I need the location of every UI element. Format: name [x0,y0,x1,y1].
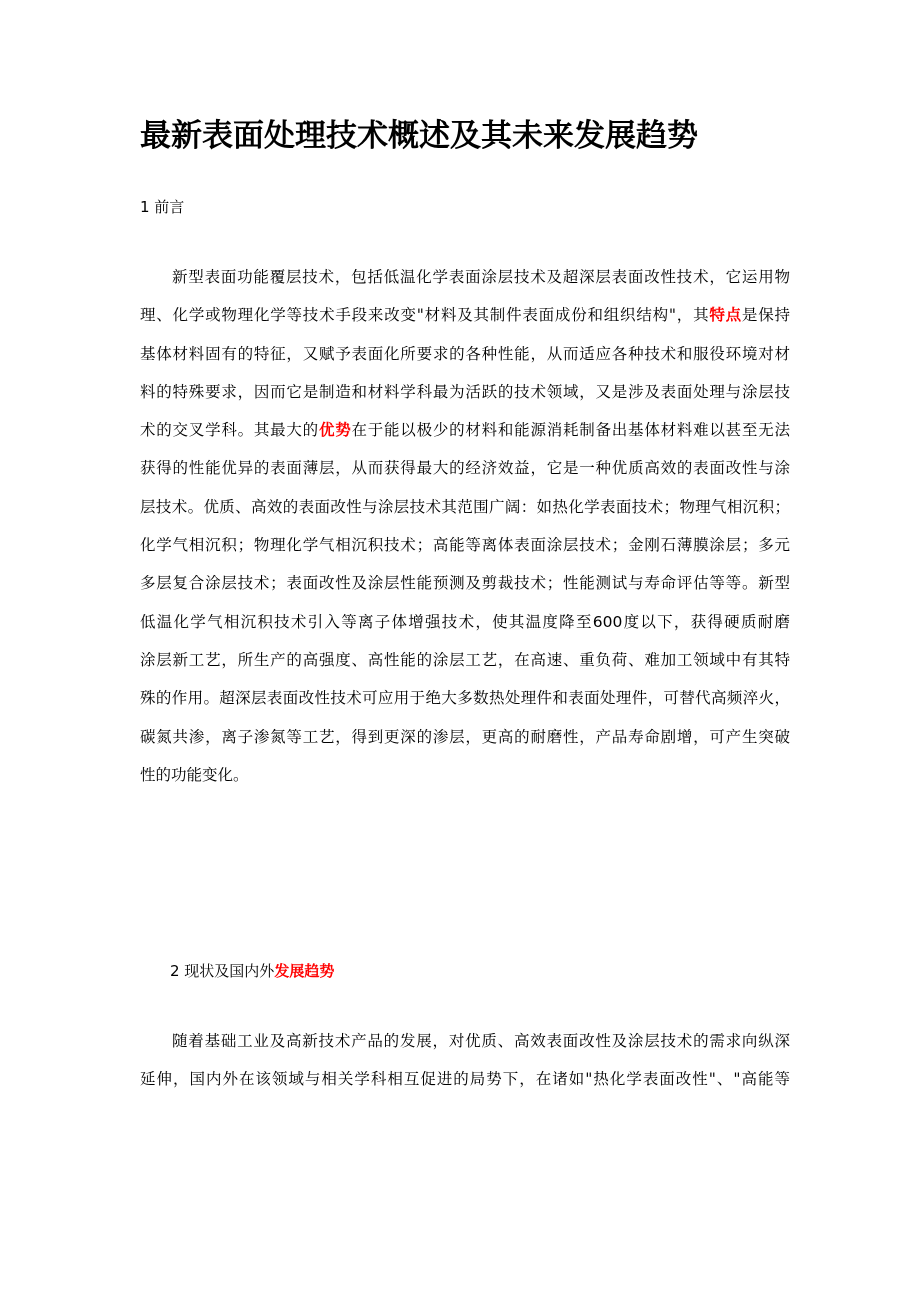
paragraph-line: 化学气相沉积；物理化学气相沉积技术；高能等离体表面涂层技术；金刚石薄膜涂层；多元 [140,536,790,555]
paragraph-line: 延伸，国内外在该领域与相关学科相互促进的局势下，在诸如"热化学表面改性"、"高能等 [140,1070,790,1089]
paragraph-line: 层技术。优质、高效的表面改性与涂层技术其范围广阔：如热化学表面技术；物理气相沉积； [140,497,790,516]
section-2-heading [170,959,334,983]
paragraph-line: 基体材料固有的特征，又赋予表面化所要求的各种性能，从而适应各种技术和服役环境对材 [140,344,790,363]
paragraph-line: 碳氮共渗，离子渗氮等工艺，得到更深的渗层，更高的耐磨性，产品寿命剧增，可产生突破 [140,727,790,746]
emphasis-keyword: 特点 [709,306,742,325]
paragraph-line: 随着基础工业及高新技术产品的发展，对优质、高效表面改性及涂层技术的需求向纵深 [172,1032,790,1050]
temperature-value: 600 [592,612,623,631]
paragraph-line: 获得的性能优异的表面薄层，从而获得最大的经济效益，它是一种优质高效的表面改性与涂 [140,459,790,478]
paragraph-line: 新型表面功能覆层技术，包括低温化学表面涂层技术及超深层表面改性技术，它运用物 [172,268,790,286]
section-1-heading: 1 前言 [140,198,185,216]
paragraph-line [140,296,790,334]
heading-text: 2 现状及国内外 [170,962,275,980]
document-title: 最新表面处理技术概述及其未来发展趋势 [140,118,698,154]
section-2-paragraph [140,1022,790,1099]
text-run: 术的交叉学科。其最大的 [140,421,319,440]
paragraph-line: 殊的作用。超深层表面改性技术可应用于绝大多数热处理件和表面处理件，可替代高频淬火， [140,689,790,708]
paragraph-line [140,603,790,641]
paragraph-line: 多层复合涂层技术；表面改性及涂层性能预测及剪裁技术；性能测试与寿命评估等等。新型 [140,574,790,593]
emphasis-keyword: 优势 [318,421,352,440]
text-run: 低温化学气相沉积技术引入等离子体增强技术，使其温度降至 [140,612,593,631]
emphasis-keyword: 发展趋势 [274,962,335,980]
text-run: 是保持 [741,306,790,325]
paragraph-line: 料的特殊要求，因而它是制造和材料学科最为活跃的技术领域，又是涉及表面处理与涂层技 [140,382,790,401]
text-run: 度以下，获得硬质耐磨 [622,612,790,631]
paragraph-line [140,411,790,449]
section-1-paragraph [140,258,790,794]
text-run: 理、化学或物理化学等技术手段来改变"材料及其制件表面成份和组织结构"，其 [140,306,710,325]
paragraph-line: 涂层新工艺，所生产的高强度、高性能的涂层工艺，在高速、重负荷、难加工领域中有其特 [140,650,790,669]
text-run: 在于能以极少的材料和能源消耗制备出基体材料难以甚至无法 [351,421,790,440]
paragraph-line: 性的功能变化。 [140,765,249,784]
